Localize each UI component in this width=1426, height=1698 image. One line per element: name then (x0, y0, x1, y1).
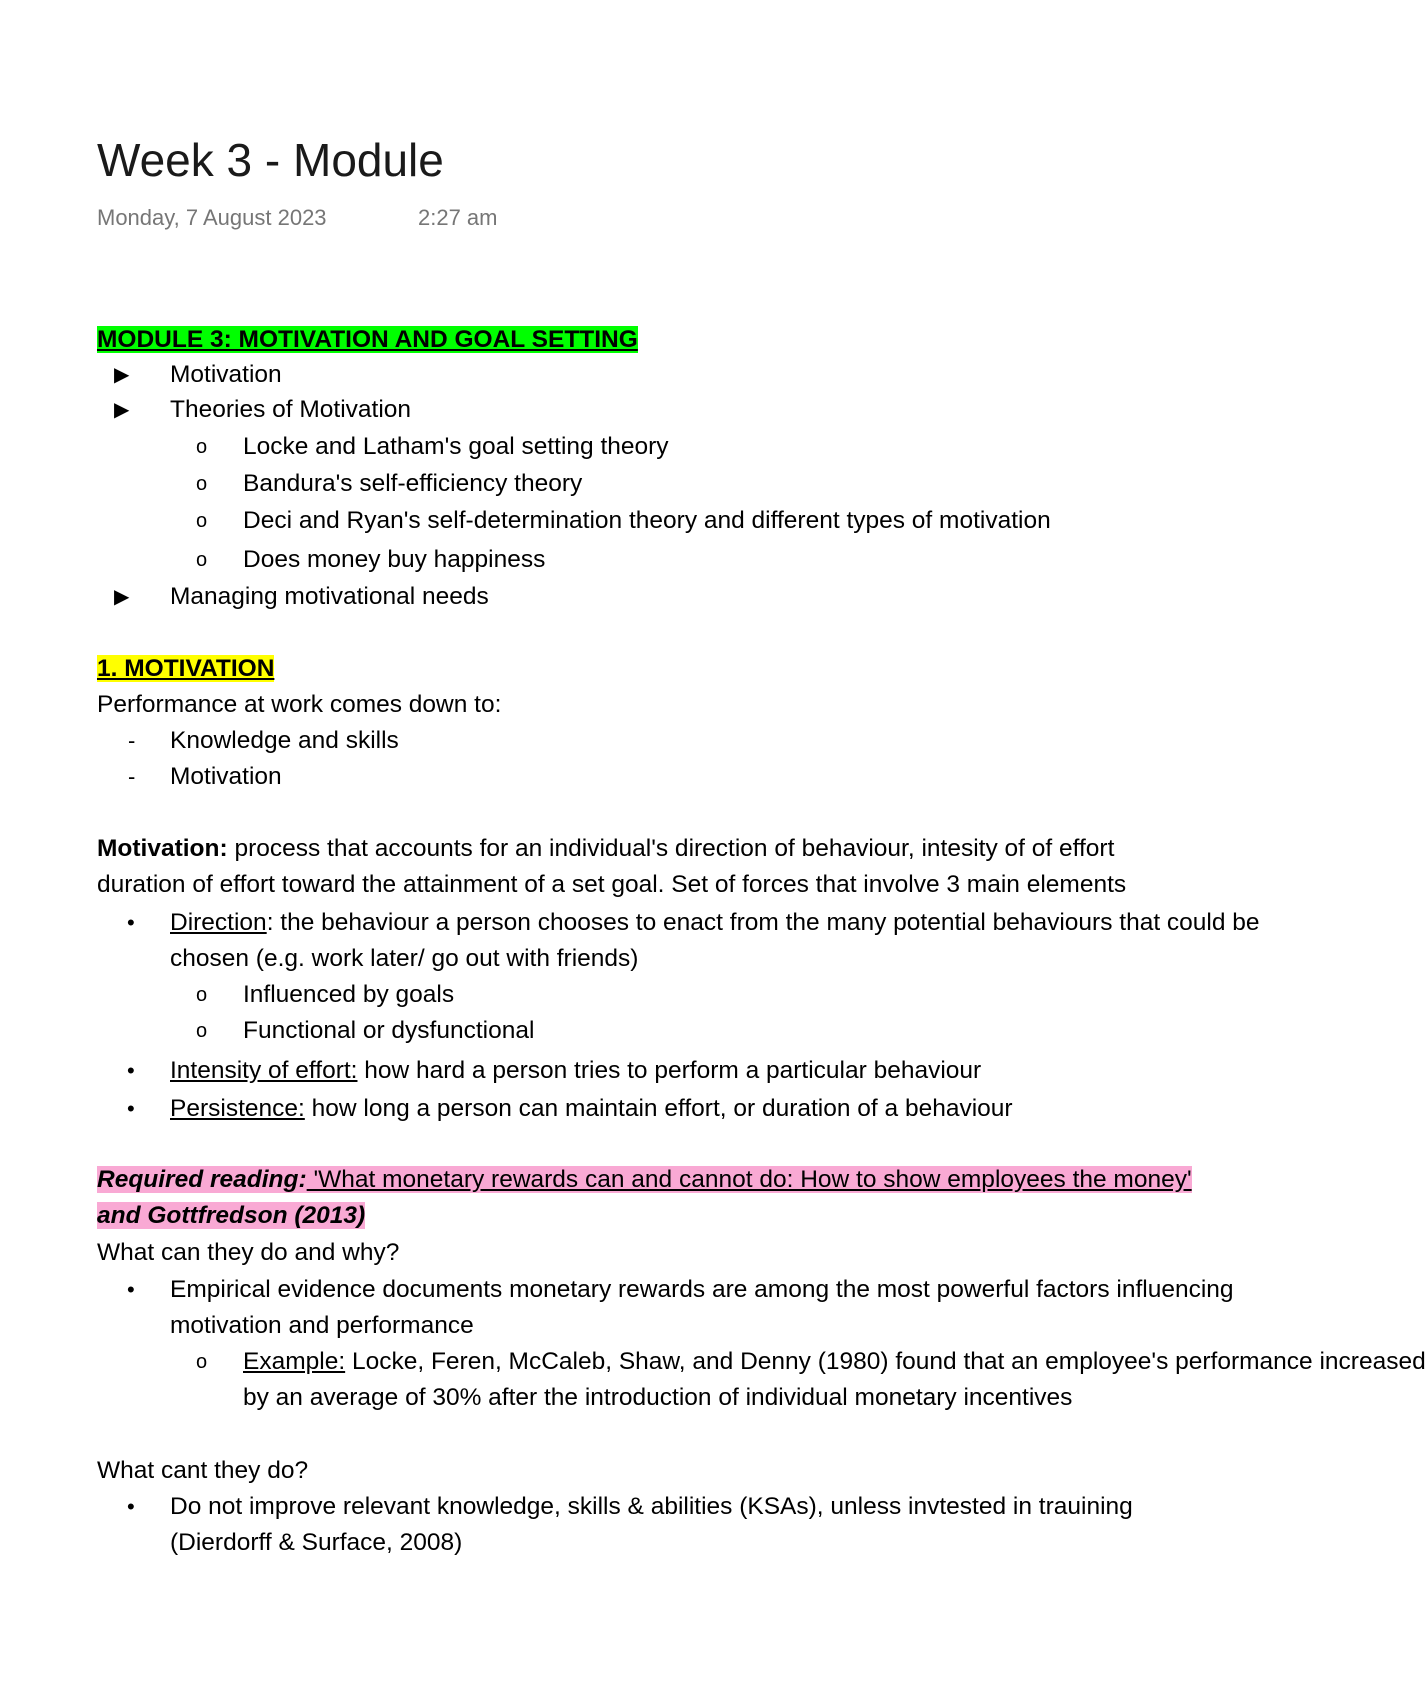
module-heading-text: MODULE 3: MOTIVATION AND GOAL SETTING (97, 326, 638, 353)
example-text: Locke, Feren, McCaleb, Shaw, and Denny (1980) found that an employee's performance increased (345, 1348, 1426, 1375)
outline-item: Motivation (170, 361, 282, 388)
intensity-line (170, 1054, 981, 1088)
persistence-text: how long a person can maintain effort, or duration of a behaviour (304, 1095, 1013, 1122)
page-time: 2:27 am (418, 205, 498, 230)
question-can: What can they do and why? (97, 1239, 400, 1266)
page-title: Week 3 - Module (97, 134, 444, 186)
intensity-term: Intensity of effort: (170, 1057, 358, 1084)
bullet-dot-icon: • (127, 1058, 135, 1083)
can-line: Empirical evidence documents monetary rewards are among the most powerful factors influencing (170, 1276, 1234, 1303)
direction-text: : the behaviour a person chooses to enact from the many potential behaviours that could be (266, 909, 1260, 936)
dash-bullet-icon: - (128, 728, 136, 753)
outline-item: Managing motivational needs (170, 583, 489, 610)
reading-line (97, 1163, 1192, 1197)
direction-line-2: chosen (e.g. work later/ go out with friends) (170, 945, 639, 972)
dash-item: Motivation (170, 763, 282, 790)
reading-authors: and Gottfredson (2013) (97, 1202, 366, 1229)
circle-bullet-icon: o (196, 473, 208, 495)
direction-term: Direction (170, 909, 267, 936)
triangle-bullet-icon: ▶ (114, 399, 130, 421)
triangle-bullet-icon: ▶ (114, 364, 130, 386)
definition-term: Motivation: (97, 835, 228, 862)
reading-label: Required reading: (97, 1166, 307, 1193)
cant-line: Do not improve relevant knowledge, skills & abilities (KSAs), unless invtested in trauining (170, 1493, 1133, 1520)
outline-item: Theories of Motivation (170, 396, 412, 423)
direction-subitem: Influenced by goals (243, 981, 455, 1008)
direction-line (170, 906, 1260, 940)
outline-subitem: Deci and Ryan's self-determination theory and different types of motivation (243, 507, 1051, 534)
circle-bullet-icon: o (196, 1351, 208, 1373)
direction-subitem: Functional or dysfunctional (243, 1017, 535, 1044)
page-date: Monday, 7 August 2023 (97, 205, 327, 230)
circle-bullet-icon: o (196, 436, 208, 458)
section-heading (97, 652, 274, 686)
example-line (243, 1345, 1426, 1379)
outline-subitem: Locke and Latham's goal setting theory (243, 433, 669, 460)
section-intro: Performance at work comes down to: (97, 691, 502, 718)
cant-line-2: (Dierdorff & Surface, 2008) (170, 1529, 463, 1556)
outline-subitem: Does money buy happiness (243, 546, 546, 573)
definition-line-2: duration of effort toward the attainment of a set goal. Set of forces that involve 3 main elements (97, 871, 1127, 898)
section-heading-text: 1. MOTIVATION (97, 655, 275, 682)
circle-bullet-icon: o (196, 549, 208, 571)
circle-bullet-icon: o (196, 984, 208, 1006)
circle-bullet-icon: o (196, 1020, 208, 1042)
dash-bullet-icon: - (128, 764, 136, 789)
example-term: Example: (243, 1348, 346, 1375)
intensity-text: how hard a person tries to perform a particular behaviour (357, 1057, 982, 1084)
persistence-term: Persistence: (170, 1095, 305, 1122)
triangle-bullet-icon: ▶ (114, 586, 130, 608)
definition-line (97, 832, 1114, 866)
question-cant: What cant they do? (97, 1457, 309, 1484)
can-line-2: motivation and performance (170, 1312, 474, 1339)
bullet-dot-icon: • (127, 910, 135, 935)
persistence-line (170, 1092, 1013, 1126)
bullet-dot-icon: • (127, 1494, 135, 1519)
outline-subitem: Bandura's self-efficiency theory (243, 470, 583, 497)
reading-line-2 (97, 1199, 365, 1233)
dash-item: Knowledge and skills (170, 727, 399, 754)
definition-text: process that accounts for an individual's direction of behaviour, intesity of of effort (227, 835, 1115, 862)
example-line-2: by an average of 30% after the introduction of individual monetary incentives (243, 1384, 1073, 1411)
module-heading (97, 323, 638, 357)
bullet-dot-icon: • (127, 1277, 135, 1302)
circle-bullet-icon: o (196, 510, 208, 532)
reading-title: 'What monetary rewards can and cannot do: How to show employees the money' (306, 1166, 1192, 1193)
bullet-dot-icon: • (127, 1096, 135, 1121)
